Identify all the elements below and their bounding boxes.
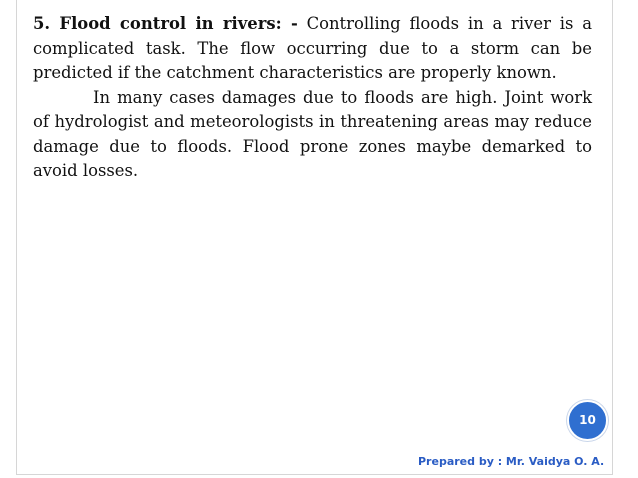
page-number-badge: 10	[567, 400, 608, 441]
section-heading: 5. Flood control in rivers: -	[33, 14, 298, 33]
slide-content	[33, 12, 592, 184]
paragraph-flood-control	[33, 12, 592, 86]
paragraph-1-text: Controlling floods in a river is a complicated task. The flow occurring due to a storm can be predicted if the catchment characteristics are properly known.	[33, 14, 592, 82]
footer-credit: Prepared by : Mr. Vaidya O. A.	[418, 455, 605, 468]
paragraph-damages: In many cases damages due to floods are high. Joint work of hydrologist and meteorologists in threatening areas may reduce damage due to floods. Flood prone zones maybe demarked to avoid losses.	[33, 87, 592, 180]
